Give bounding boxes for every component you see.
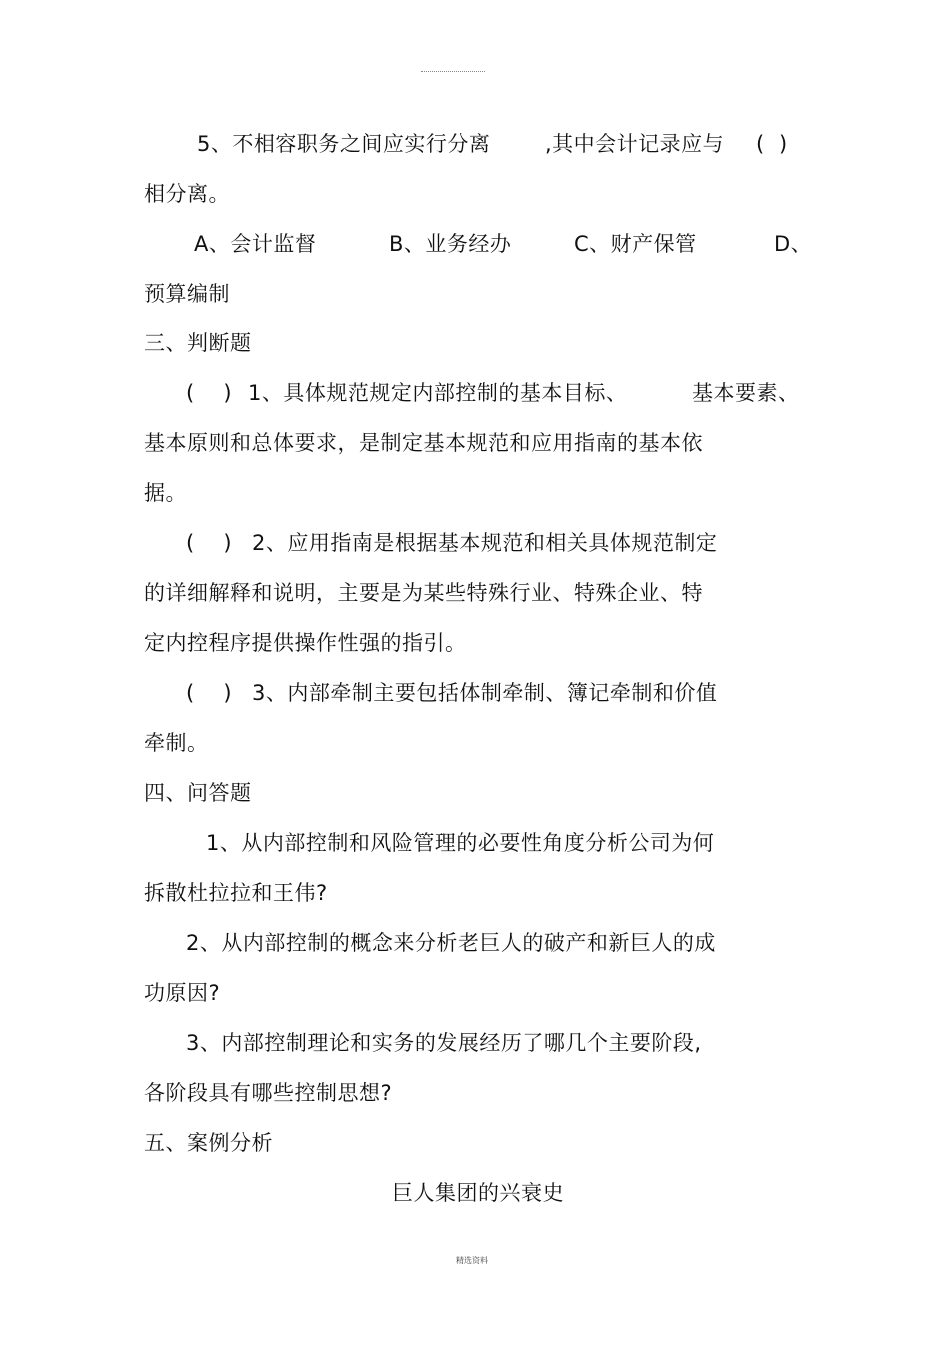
judge2-text-line1: 2、应用指南是根据基本规范和相关具体规范制定: [252, 531, 718, 555]
q5-option-d: D、: [774, 232, 813, 256]
section3-heading: 三、判断题: [144, 331, 252, 355]
judge1-text-line2: 基本原则和总体要求，是制定基本规范和应用指南的基本依: [144, 431, 703, 455]
judge1-text-part2: 基本要素、: [692, 381, 800, 405]
qa2-text-line1: 2、从内部控制的概念来分析老巨人的破产和新巨人的成: [186, 931, 716, 955]
q5-option-a: A、会计监督: [194, 232, 317, 256]
header-rule: [421, 71, 485, 72]
judge2-blank: ( ): [186, 531, 233, 555]
judge2-text-line3: 定内控程序提供操作性强的指引。: [144, 631, 467, 655]
qa3-text-line1: 3、内部控制理论和实务的发展经历了哪几个主要阶段,: [186, 1031, 702, 1055]
q5-text-line2: 相分离。: [144, 182, 230, 206]
judge3-blank: ( ): [186, 681, 233, 705]
q5-text-part2: ,其中会计记录应与: [545, 132, 725, 156]
footer-text: 精选资料: [456, 1256, 488, 1265]
judge3-text-line2: 牵制。: [144, 731, 209, 755]
q5-answer-blank: ( ): [756, 132, 788, 156]
q5-option-d-continued: 预算编制: [144, 282, 230, 306]
case-title: 巨人集团的兴衰史: [392, 1181, 564, 1205]
judge1-blank: ( ): [186, 381, 233, 405]
q5-option-c: C、财产保管: [574, 232, 697, 256]
judge1-text-line3: 据。: [144, 481, 187, 505]
qa1-text-line2: 拆散杜拉拉和王伟?: [144, 881, 328, 905]
judge1-text-part1: 1、具体规范规定内部控制的基本目标、: [248, 381, 628, 405]
q5-text-part1: 5、不相容职务之间应实行分离: [197, 132, 491, 156]
q5-option-b: B、业务经办: [389, 232, 512, 256]
qa2-text-line2: 功原因?: [144, 981, 221, 1005]
qa1-text-line1: 1、从内部控制和风险管理的必要性角度分析公司为何: [206, 831, 715, 855]
section5-heading: 五、案例分析: [144, 1131, 273, 1155]
qa3-text-line2: 各阶段具有哪些控制思想?: [144, 1081, 393, 1105]
judge3-text-line1: 3、内部牵制主要包括体制牵制、簿记牵制和价值: [252, 681, 718, 705]
judge2-text-line2: 的详细解释和说明，主要是为某些特殊行业、特殊企业、特: [144, 581, 703, 605]
section4-heading: 四、问答题: [144, 781, 252, 805]
